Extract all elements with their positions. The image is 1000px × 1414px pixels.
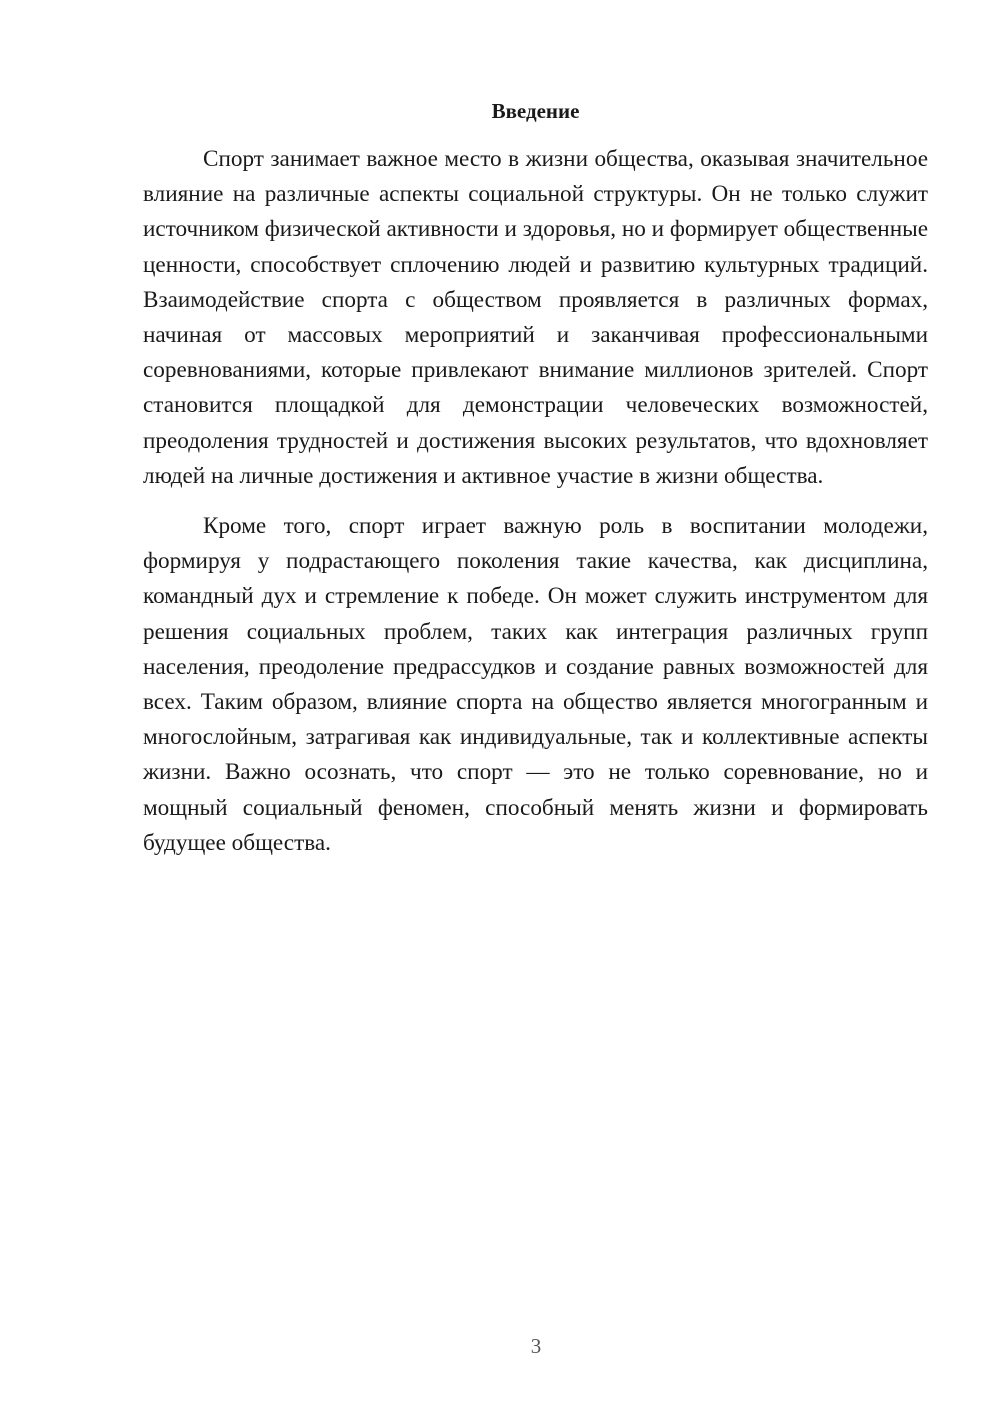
- page-number: 3: [530, 1334, 542, 1358]
- document-body: [143, 142, 928, 861]
- paragraph-1: Спорт занимает важное место в жизни общества, оказывая значительное влияние на различные аспекты социальной структуры. Он не только служит источником физической активности и здоровья, но и формирует общественные ценности, способствует сплочению людей и развитию культурных традиций. Взаимодействие спорта с обществом проявляется в различных формах, начиная от массовых мероприятий и заканчивая профессиональными соревнованиями, которые привлекают внимание миллионов зрителей. Спорт становится площадкой для демонстрации человеческих возможностей, преодоления трудностей и достижения высоких результатов, что вдохновляет людей на личные достижения и активное участие в жизни общества.: [143, 146, 928, 489]
- paragraph-2: Кроме того, спорт играет важную роль в воспитании молодежи, формируя у подрастающего поколения такие качества, как дисциплина, командный дух и стремление к победе. Он может служить инструментом для решения социальных проблем, таких как интеграция различных групп населения, преодоление предрассудков и создание равных возможностей для всех. Таким образом, влияние спорта на общество является многогранным и многослойным, затрагивая как индивидуальные, так и коллективные аспекты жизни. Важно осознать, что спорт — это не только соревнование, но и мощный социальный феномен, способный менять жизни и формировать будущее общества.: [143, 513, 928, 856]
- section-heading: Введение: [491, 99, 580, 123]
- page-number-container: [36, 1332, 1000, 1360]
